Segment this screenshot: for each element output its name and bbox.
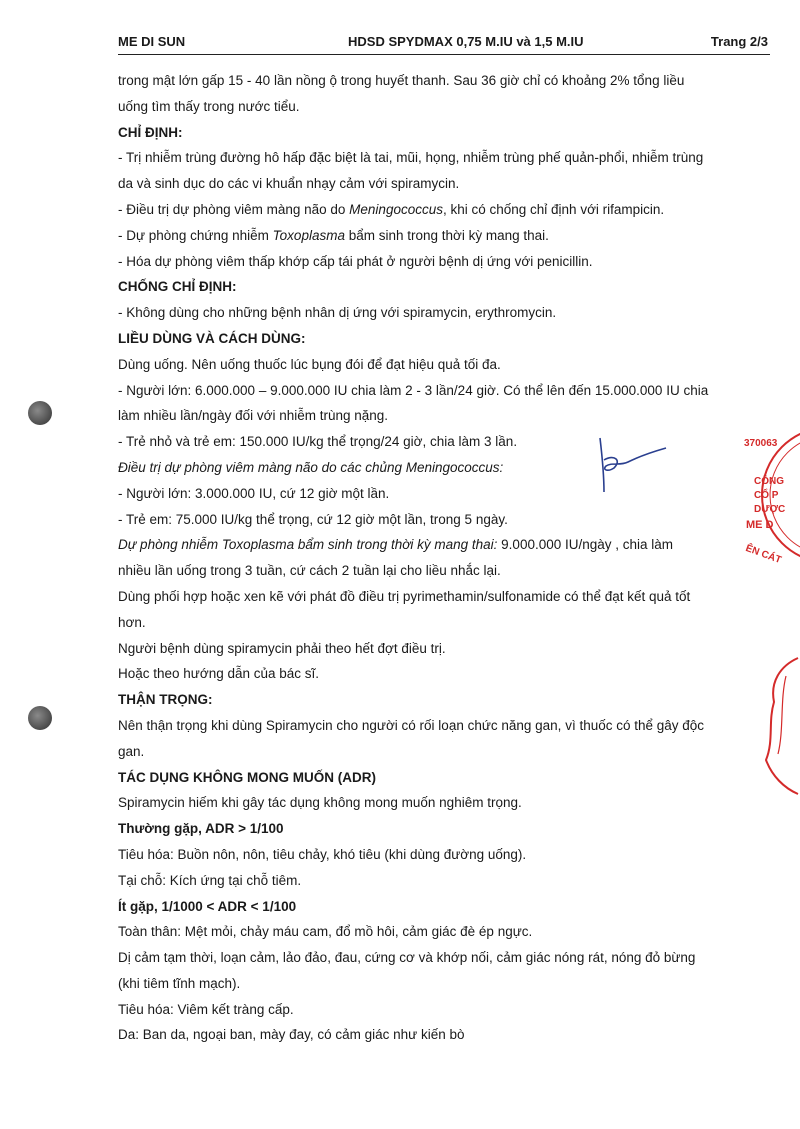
section-heading-indications: CHỈ ĐỊNH: (118, 124, 183, 140)
company-stamp (740, 430, 800, 830)
paragraph: Tiêu hóa: Buồn nôn, nôn, tiêu chảy, khó tiêu (khi dùng đường uống). (118, 846, 527, 862)
handwritten-signature (588, 430, 668, 500)
paragraph: - Người lớn: 3.000.000 IU, cứ 12 giờ một lần. (118, 485, 390, 501)
stamp-text: ME D (746, 519, 774, 531)
section-heading-adverse-reactions: TÁC DỤNG KHÔNG MONG MUỐN (ADR) (118, 769, 376, 785)
paragraph: - Hóa dự phòng viêm thấp khớp cấp tái phát ở người bệnh dị ứng với penicillin. (118, 253, 593, 269)
header-divider (118, 54, 770, 55)
paragraph: Dự phòng nhiễm Toxoplasma bẩm sinh trong thời kỳ mang thai: 9.000.000 IU/ngày , chia làm (118, 537, 674, 553)
stamp-text: ÊN CÁT (743, 543, 783, 567)
stamp-text: CỔ P (754, 490, 779, 501)
paragraph: Toàn thân: Mệt mỏi, chảy máu cam, đổ mồ hôi, cảm giác đè ép ngực. (118, 924, 533, 940)
paragraph: Spiramycin hiếm khi gây tác dụng không mong muốn nghiêm trọng. (118, 795, 522, 811)
paragraph: - Trị nhiễm trùng đường hô hấp đặc biệt là tai, mũi, họng, nhiễm trùng phế quản-phổi, nhiễm trùng (118, 150, 704, 166)
section-heading-contraindications: CHỐNG CHỈ ĐỊNH: (118, 279, 237, 295)
paragraph: Da: Ban da, ngoại ban, mày đay, có cảm giác như kiến bò (118, 1027, 465, 1043)
punch-hole-bottom (28, 706, 52, 730)
paragraph: da và sinh dục do các vi khuẩn nhạy cảm với spiramycin. (118, 176, 460, 192)
stamp-text: CÔNG (754, 476, 784, 487)
paragraph: Nên thận trọng khi dùng Spiramycin cho người có rối loạn chức năng gan, vì thuốc có thể gây độc (118, 717, 705, 733)
paragraph: (khi tiêm tĩnh mạch). (118, 975, 241, 991)
subheading-common: Thường gặp, ADR > 1/100 (118, 821, 284, 837)
paragraph: - Người lớn: 6.000.000 – 9.000.000 IU chia làm 2 - 3 lần/24 giờ. Có thể lên đến 15.000.000 IU chia (118, 382, 709, 398)
paragraph: uống tìm thấy trong nước tiểu. (118, 98, 300, 114)
subheading-uncommon: Ít gặp, 1/1000 < ADR < 1/100 (118, 898, 297, 914)
paragraph: làm nhiều lần/ngày đối với nhiễm trùng nặng. (118, 408, 389, 424)
paragraph: - Trẻ nhỏ và trẻ em: 150.000 IU/kg thể trọng/24 giờ, chia làm 3 lần. (118, 434, 518, 450)
paragraph: Tại chỗ: Kích ứng tại chỗ tiêm. (118, 872, 302, 888)
paragraph: Dị cảm tạm thời, loạn cảm, lảo đảo, đau, cứng cơ và khớp nối, cảm giác nóng rát, nóng đỏ bừng (118, 950, 696, 966)
paragraph: - Không dùng cho những bệnh nhân dị ứng với spiramycin, erythromycin. (118, 305, 557, 321)
paragraph: - Điều trị dự phòng viêm màng não do Meningococcus, khi có chống chỉ định với rifampicin. (118, 201, 665, 217)
document-body (118, 68, 772, 1048)
paragraph: Tiêu hóa: Viêm kết tràng cấp. (118, 1001, 294, 1017)
section-heading-dosage: LIỀU DÙNG VÀ CÁCH DÙNG: (118, 330, 306, 346)
paragraph: Hoặc theo hướng dẫn của bác sĩ. (118, 666, 320, 682)
paragraph: - Trẻ em: 75.000 IU/kg thể trọng, cứ 12 giờ một lần, trong 5 ngày. (118, 511, 508, 527)
paragraph: hơn. (118, 614, 146, 630)
paragraph: - Dự phòng chứng nhiễm Toxoplasma bẩm sinh trong thời kỳ mang thai. (118, 227, 549, 243)
paragraph: trong mật lớn gấp 15 - 40 lần nồng ộ trong huyết thanh. Sau 36 giờ chỉ có khoảng 2% tổng liều (118, 73, 685, 88)
paragraph: Điều trị dự phòng viêm màng não do các chủng Meningococcus: (118, 459, 504, 475)
header-company: ME DI SUN (118, 34, 186, 49)
header-document-title: HDSD SPYDMAX 0,75 M.IU và 1,5 M.IU (348, 34, 584, 49)
paragraph: Dùng phối hợp hoặc xen kẽ với phát đồ điều trị pyrimethamin/sulfonamide có thể đạt kết quả tốt (118, 588, 691, 604)
paragraph: gan. (118, 743, 145, 759)
section-heading-precautions: THẬN TRỌNG: (118, 692, 213, 708)
stamp-text: 370063 (744, 438, 778, 449)
header-page-number: Trang 2/3 (710, 34, 768, 49)
stamp-text: DƯỢC (754, 504, 786, 515)
paragraph: nhiều lần uống trong 3 tuần, cứ cách 2 tuần lại cho liều nhắc lại. (118, 563, 501, 579)
paragraph: Dùng uống. Nên uống thuốc lúc bụng đói để đạt hiệu quả tối đa. (118, 356, 501, 372)
punch-hole-top (28, 401, 52, 425)
paragraph: Người bệnh dùng spiramycin phải theo hết đợt điều trị. (118, 640, 446, 656)
